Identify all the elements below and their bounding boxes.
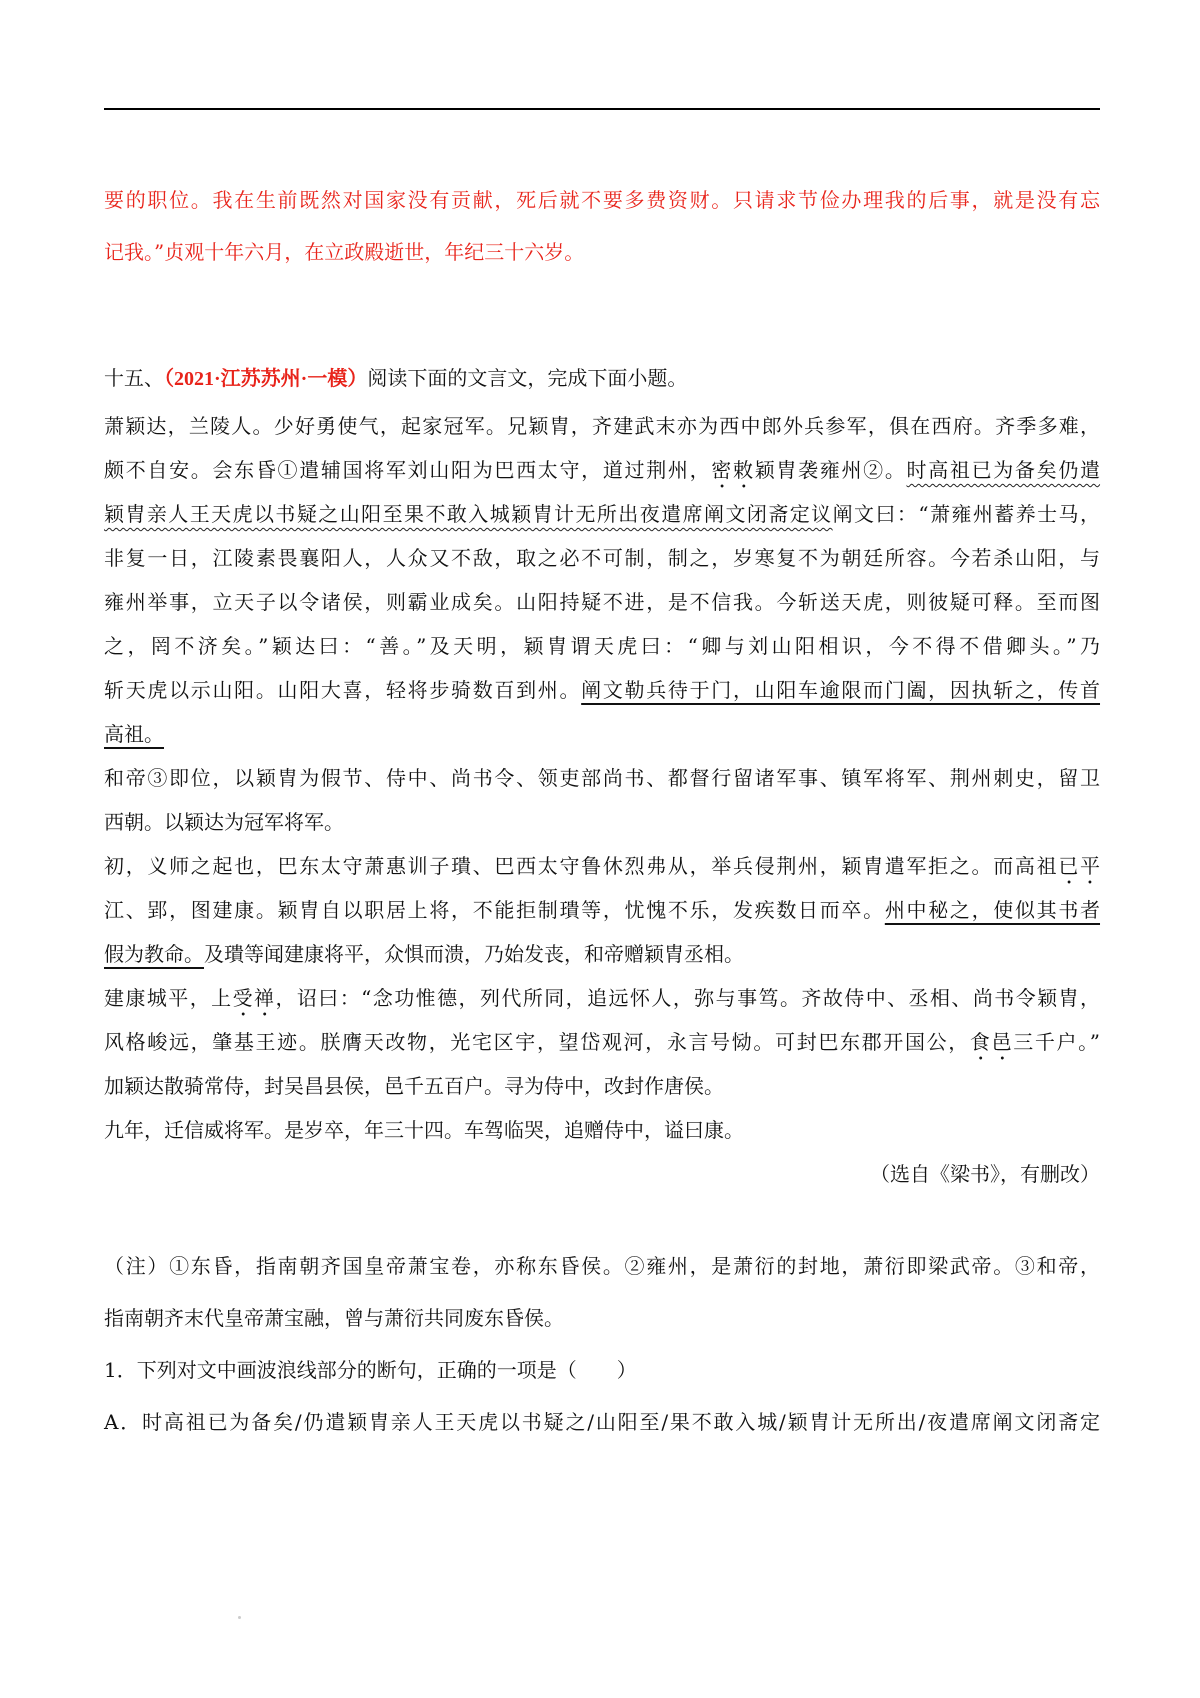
passage-line: 非复一日，江陵素畏襄阳人，人众又不敌，取之必不可制，制之，岁寒复不为朝廷所容。今若杀山阳，与 <box>104 546 1100 570</box>
scan-speck <box>238 1616 241 1619</box>
passage-line: 之，罔不济矣。”颖达曰：“善。”及天明，颖胄谓天虎曰：“卿与刘山阳相识，今不得不借卿头。”乃 <box>104 634 1100 658</box>
underlined-text: 阐文勒兵待于门，山阳车逾限而门阖，因执斩之，传首 <box>581 678 1101 702</box>
passage-text: 三千户。” <box>1013 1030 1101 1054</box>
passage-line <box>104 1020 1100 1064</box>
passage-line <box>104 932 1100 976</box>
translation-line: 要的职位。我在生前既然对国家没有贡献，死后就不要多费资财。只请求节俭办理我的后事，就是没有忘 <box>104 188 1100 212</box>
translation-line: 记我。”贞观十年六月，在立政殿逝世，年纪三十六岁。 <box>104 240 585 264</box>
attribution: （选自《梁书》，有删改） <box>870 1162 1100 1186</box>
passage-line: 和帝③即位，以颖胄为假节、侍中、尚书令、领吏部尚书、都督行留诸军事、镇军将军、荆州刺史，留卫 <box>104 766 1100 790</box>
passage-line <box>104 492 1100 536</box>
passage-text: ，诏曰：“念功惟德，列代所同，追远怀人，弥与事笃。齐故侍中、丞相、尚书令颖胄， <box>275 986 1100 1010</box>
wavy-underline-text: 时高祖已为备矣仍遣 <box>906 458 1101 482</box>
passage-line <box>104 844 1100 888</box>
header-rule <box>104 108 1100 110</box>
note-line: 指南朝齐末代皇帝萧宝融，曾与萧衍共同废东昏侯。 <box>104 1306 564 1330</box>
underlined-text: 假为教命。 <box>104 942 204 966</box>
question-source: （2021·江苏苏州·一模） <box>164 368 368 390</box>
dotted-word: 密敕 <box>711 458 755 482</box>
passage-line <box>104 888 1100 932</box>
passage-text: 斩天虎以示山阳。山阳大喜，轻将步骑数百到州。 <box>104 678 582 702</box>
passage-text: 及璝等闻建康将平，众惧而溃，乃始发丧，和帝赠颖胄丞相。 <box>204 942 744 966</box>
translation-block <box>104 174 1100 278</box>
passage-line: 西朝。以颖达为冠军将军。 <box>104 810 344 834</box>
question-prompt: 阅读下面的文言文，完成下面小题。 <box>367 366 688 390</box>
passage-line: 九年，迁信威将军。是岁卒，年三十四。车驾临哭，追赠侍中，谥曰康。 <box>104 1118 744 1142</box>
notes <box>104 1240 1100 1344</box>
passage-text: 江、郢，图建康。颖胄自以职居上将，不能拒制璝等，忧愧不乐，发疾数日而卒。 <box>104 898 885 922</box>
question-number: 十五、 <box>104 366 164 390</box>
question-header <box>104 356 1100 400</box>
dotted-word: 食邑 <box>969 1030 1014 1054</box>
passage-text: 建康城平，上 <box>104 986 233 1010</box>
passage-text: 初，义师之起也，巴东太守萧惠训子璝、巴西太守鲁休烈弗从，举兵侵荆州，颖胄遣军拒之。而高祖 <box>104 854 1059 878</box>
question-stem: 1．下列对文中画波浪线部分的断句，正确的一项是（ ） <box>104 1358 637 1382</box>
dotted-word: 受禅 <box>232 986 276 1010</box>
passage-line: 雍州举事，立天子以令诸侯，则霸业成矣。山阳持疑不进，是不信我。今斩送天虎，则彼疑可释。至而图 <box>104 590 1100 614</box>
option-a: A．时高祖已为备矣/仍遣颖胄亲人王天虎以书疑之/山阳至/果不敢入城/颖胄计无所出/夜遣席阐文闭斋定 <box>104 1410 1100 1434</box>
passage-text: 风格峻远，肇基王迹。朕膺天改物，光宅区宇，望岱观河，永言号恸。可封巴东郡开国公， <box>104 1030 970 1054</box>
underlined-text: 州中秘之，使似其书者 <box>884 898 1101 922</box>
wavy-underline-text: 颖胄亲人王天虎以书疑之山阳至果不敢入城颖胄计无所出夜遣席阐文闭斋定议 <box>104 502 833 526</box>
passage-line <box>104 448 1100 492</box>
passage-line: 加颖达散骑常侍，封吴昌县侯，邑千五百户。寻为侍中，改封作唐侯。 <box>104 1074 724 1098</box>
passage-text: 阐文曰：“萧雍州蓄养士马， <box>832 502 1100 526</box>
passage-line <box>104 668 1100 712</box>
passage-line <box>104 976 1100 1020</box>
question-1 <box>104 1344 1100 1448</box>
dotted-word: 已平 <box>1058 854 1101 878</box>
passage-text: 颖胄袭雍州②。 <box>754 458 907 482</box>
underlined-text: 高祖。 <box>104 722 164 746</box>
passage-line <box>104 712 1100 756</box>
passage-text: 颇不自安。会东昏①遣辅国将军刘山阳为巴西太守，道过荆州， <box>104 458 712 482</box>
passage-line: 萧颖达，兰陵人。少好勇使气，起家冠军。兄颖胄，齐建武末亦为西中郎外兵参军，俱在西府。齐季多难， <box>104 414 1100 438</box>
passage <box>104 404 1100 1196</box>
note-line: （注）①东昏，指南朝齐国皇帝萧宝卷，亦称东昏侯。②雍州，是萧衍的封地，萧衍即梁武帝。③和帝， <box>104 1254 1100 1278</box>
